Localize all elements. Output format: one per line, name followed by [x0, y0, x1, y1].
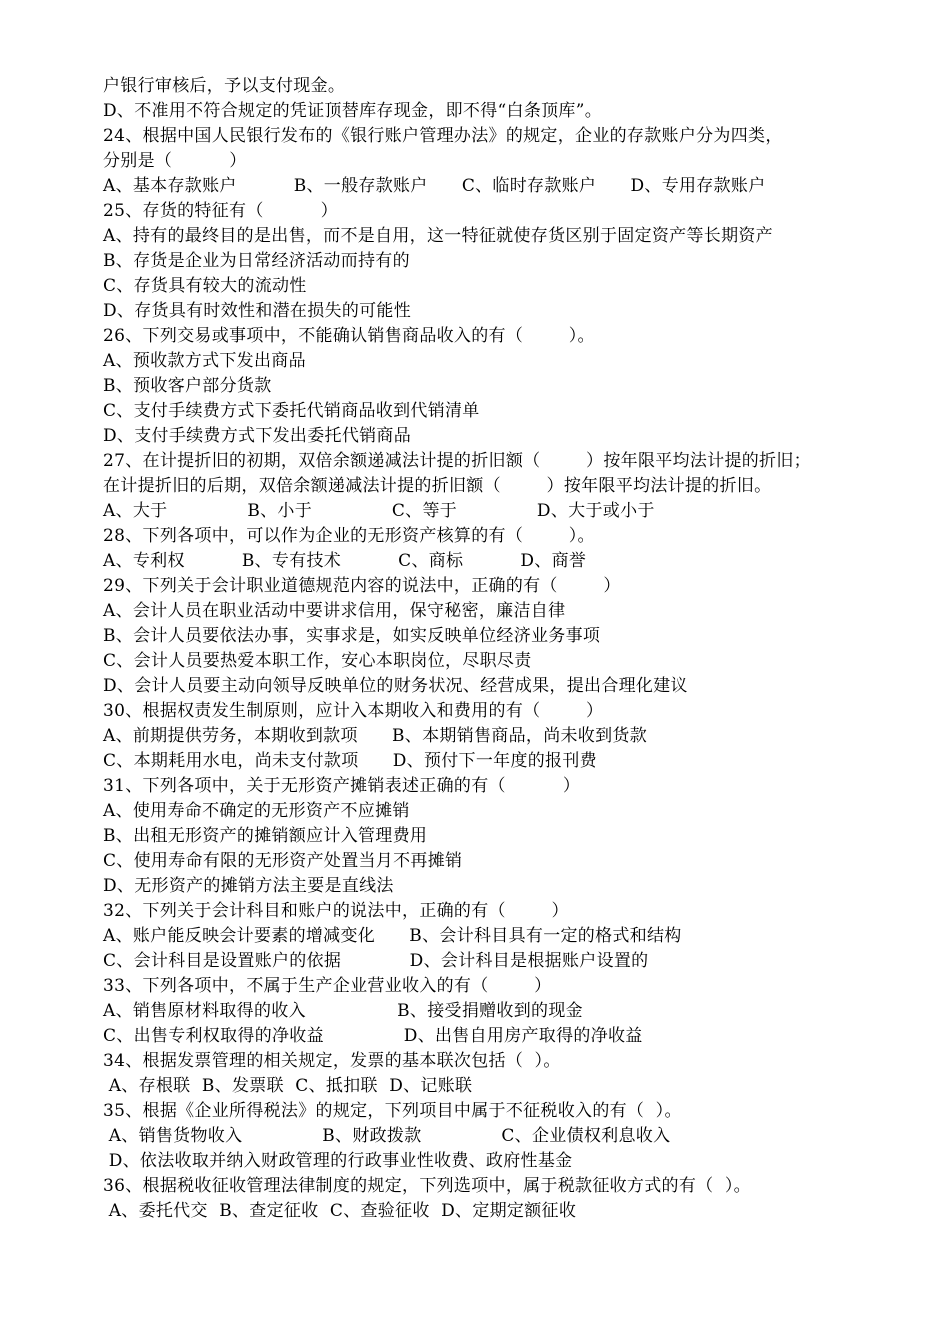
option-line: A、预收款方式下发出商品	[103, 351, 306, 371]
option-line: A、会计人员在职业活动中要讲求信用，保守秘密，廉洁自律	[103, 601, 566, 621]
question-34: 34、根据发票管理的相关规定，发票的基本联次包括（ ）。	[103, 1051, 561, 1071]
option-line: A、销售原材料取得的收入 B、接受捐赠收到的现金	[103, 1001, 583, 1021]
option-line: B、存货是企业为日常经济活动而持有的	[103, 251, 410, 271]
text-line: 户银行审核后，予以支付现金。	[103, 76, 346, 96]
question-36: 36、根据税收征收管理法律制度的规定，下列选项中，属于税款征收方式的有（ ）。	[103, 1176, 751, 1196]
option-line: C、出售专利权取得的净收益 D、出售自用房产取得的净收益	[103, 1026, 643, 1046]
question-29: 29、下列关于会计职业道德规范内容的说法中，正确的有（ ）	[103, 576, 621, 596]
text-line: 分别是（ ）	[103, 151, 247, 171]
options-27: A、大于 B、小于 C、等于 D、大于或小于	[103, 501, 655, 521]
options-36: A、委托代交 B、查定征收 C、查验征收 D、定期定额征收	[103, 1201, 577, 1221]
option-line: C、会计科目是设置账户的依据 D、会计科目是根据账户设置的	[103, 951, 649, 971]
question-30: 30、根据权责发生制原则，应计入本期收入和费用的有（ ）	[103, 701, 604, 721]
option-line: B、会计人员要依法办事，实事求是，如实反映单位经济业务事项	[103, 626, 601, 646]
option-line: D、支付手续费方式下发出委托代销商品	[103, 426, 412, 446]
question-32: 32、下列关于会计科目和账户的说法中，正确的有（ ）	[103, 901, 569, 921]
question-26: 26、下列交易或事项中，不能确认销售商品收入的有（ ）。	[103, 326, 595, 346]
option-line: A、账户能反映会计要素的增减变化 B、会计科目具有一定的格式和结构	[103, 926, 682, 946]
question-31: 31、下列各项中，关于无形资产摊销表述正确的有（ ）	[103, 776, 581, 796]
option-line: A、前期提供劳务，本期收到款项 B、本期销售商品，尚未收到货款	[103, 726, 647, 746]
option-line: A、持有的最终目的是出售，而不是自用，这一特征就使存货区别于固定资产等长期资产	[103, 226, 773, 246]
option-line: C、使用寿命有限的无形资产处置当月不再摊销	[103, 851, 463, 871]
options-28: A、专利权 B、专有技术 C、商标 D、商誉	[103, 551, 587, 571]
text-line: 在计提折旧的后期，双倍余额递减法计提的折旧额（ ）按年限平均法计提的折旧。	[103, 476, 772, 496]
option-line: B、出租无形资产的摊销额应计入管理费用	[103, 826, 428, 846]
option-line: B、预收客户部分货款	[103, 376, 272, 396]
option-line: D、依法收取并纳入财政管理的行政事业性收费、政府性基金	[103, 1151, 573, 1171]
option-line: C、会计人员要热爱本职工作，安心本职岗位，尽职尽责	[103, 651, 532, 671]
option-line: D、存货具有时效性和潜在损失的可能性	[103, 301, 412, 321]
option-line: A、使用寿命不确定的无形资产不应摊销	[103, 801, 410, 821]
question-25: 25、存货的特征有（ ）	[103, 201, 338, 221]
options-34: A、存根联 B、发票联 C、抵扣联 D、记账联	[103, 1076, 473, 1096]
question-35: 35、根据《企业所得税法》的规定，下列项目中属于不征税收入的有（ ）。	[103, 1101, 682, 1121]
question-27: 27、在计提折旧的初期，双倍余额递减法计提的折旧额（ ）按年限平均法计提的折旧；	[103, 451, 811, 471]
option-line: C、存货具有较大的流动性	[103, 276, 307, 296]
text-line: D、不准用不符合规定的凭证顶替库存现金，即不得“白条顶库”。	[103, 101, 603, 121]
option-line: D、无形资产的摊销方法主要是直线法	[103, 876, 394, 896]
option-line: A、销售货物收入 B、财政拨款 C、企业债权利息收入	[103, 1126, 671, 1146]
option-line: D、会计人员要主动向领导反映单位的财务状况、经营成果，提出合理化建议	[103, 676, 688, 696]
option-line: C、本期耗用水电，尚未支付款项 D、预付下一年度的报刊费	[103, 751, 597, 771]
option-line: C、支付手续费方式下委托代销商品收到代销清单	[103, 401, 480, 421]
options-24: A、基本存款账户 B、一般存款账户 C、临时存款账户 D、专用存款账户	[103, 176, 766, 196]
question-24: 24、根据中国人民银行发布的《银行账户管理办法》的规定，企业的存款账户分为四类，	[103, 126, 783, 146]
question-33: 33、下列各项中，不属于生产企业营业收入的有（ ）	[103, 976, 552, 996]
question-28: 28、下列各项中，可以作为企业的无形资产核算的有（ ）。	[103, 526, 595, 546]
